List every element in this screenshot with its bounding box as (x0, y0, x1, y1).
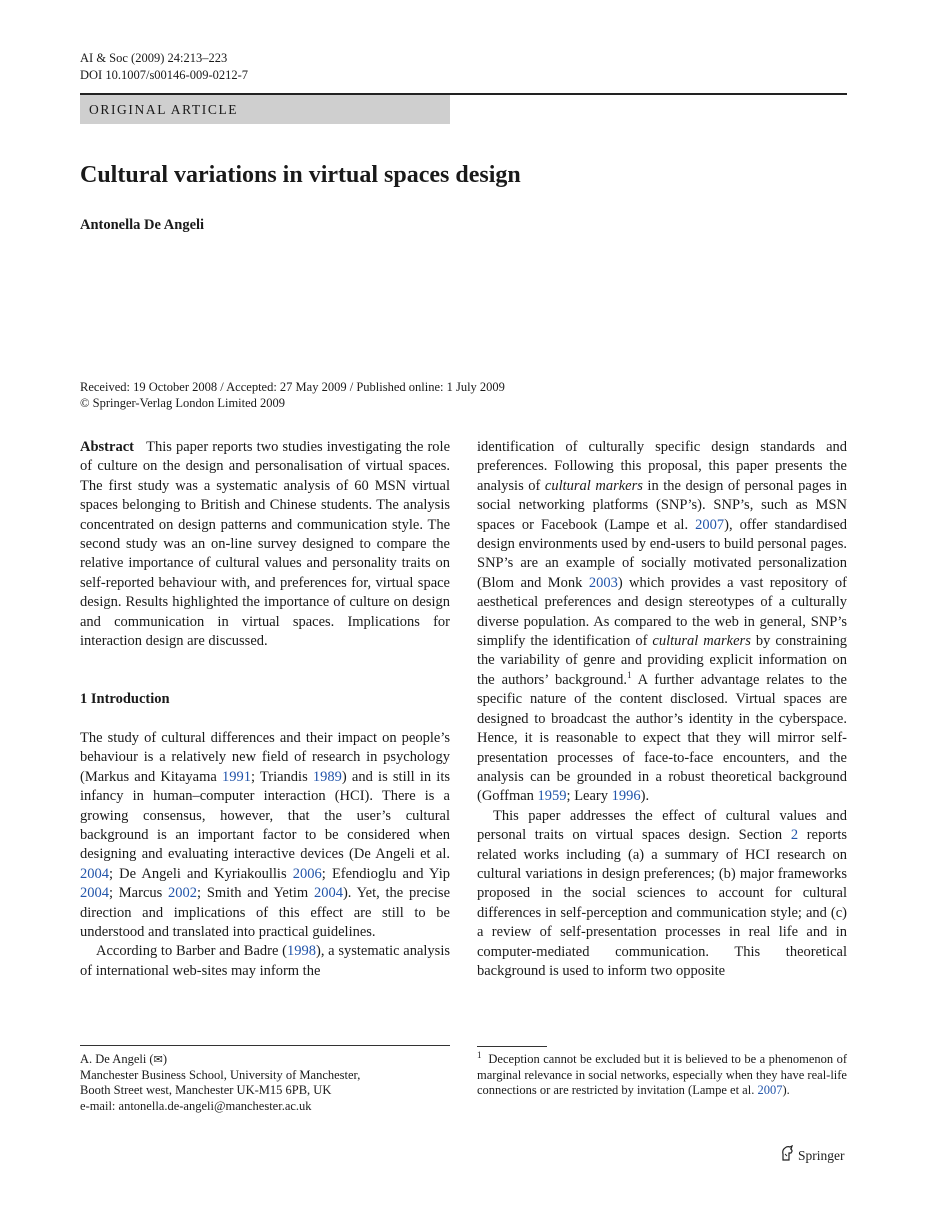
intro-paragraph-1: The study of cultural differences and their impact on people’s behaviour is a relatively new field of research in psychology (Markus and Kitayama 1991; Triandis 1989) and is still in its infancy in human–computer interaction (HCI). There is a growing consensus, however, that the user’s cultural background is an important factor to be considered when designing and evaluating interactive devices (De Angeli et al. 2004; De Angeli and Kyriakoullis 2006; Efendioglu and Yip 2004; Marcus 2002; Smith and Yetim 2004). Yet, the precise direction and implications of this effect are still to be understood and translated into practical guidelines. (80, 729, 451, 940)
journal-citation: AI & Soc (2009) 24:213–223 (80, 51, 228, 65)
citation-link[interactable]: 1996 (611, 788, 641, 805)
right-column (477, 438, 847, 981)
citation-link[interactable]: 2007 (757, 1083, 783, 1098)
right-paragraph-2: This paper addresses the effect of cultural values and personal traits on virtual spaces design. Section 2 reports related works including (a) a summary of HCI research on cultural variations in design preferences; (b) major frameworks proposed in the social sciences to account for cultural differences in self-perception and communication style; and (c) a review of self-presentation processes in real life and in computer-mediated communication. This theoretical background is used to inform two opposite (477, 807, 847, 979)
affiliation-block: A. De Angeli (✉) Manchester Business School, University of Manchester, Booth Street west, Manchester UK-M15 6PB, UK e-mail: antonella.de-angeli@manchester.ac.uk (80, 1052, 450, 1114)
citation-link[interactable]: 2002 (168, 885, 198, 902)
section-heading-introduction: 1 Introduction (80, 691, 170, 708)
paper-title: Cultural variations in virtual spaces design (80, 162, 521, 188)
citation-link[interactable]: 2006 (292, 865, 322, 882)
intro-paragraph-2: According to Barber and Badre (1998), a systematic analysis of international web-sites may inform the (80, 943, 450, 979)
citation-link[interactable]: 1989 (312, 768, 342, 785)
affiliation-rule (80, 1045, 450, 1046)
citation-link[interactable]: 1959 (537, 788, 567, 805)
citation-link[interactable]: 2003 (588, 574, 618, 591)
citation-link[interactable]: 2004 (313, 885, 343, 902)
article-type-banner: ORIGINAL ARTICLE (80, 95, 450, 124)
section-link[interactable]: 2 (790, 827, 799, 844)
left-column (80, 438, 450, 981)
abstract (80, 438, 450, 651)
author-email[interactable]: e-mail: antonella.de-angeli@manchester.ac.uk (80, 1098, 312, 1113)
footnote-reference[interactable]: 1 (627, 670, 632, 681)
footnote-rule (477, 1046, 547, 1047)
received-dates: Received: 19 October 2008 / Accepted: 27 May 2009 / Published online: 1 July 2009 (80, 380, 505, 394)
envelope-icon: ✉ (153, 1053, 163, 1066)
right-paragraph-1: identification of culturally specific design standards and preferences. Following this proposal, this paper presents the analysis of cultural markers in the design of personal pages in social networking platforms (SNP’s). SNP’s, such as MSN spaces or Facebook (Lampe et al. 2007), offer standardised design environments used by end-users to build personal pages. SNP’s are an example of socially motivated personalization (Blom and Monk 2003) which provides a vast repository of aesthetical preferences and design stereotypes of a culturally diverse population. As compared to the web in general, SNP’s simplify the identification of cultural markers by constraining the variability of genre and providing explicit information on the authors’ background.$^1$ A further advantage relates to the specific nature of the content disclosed. Virtual spaces are designed to broadcast the author’s identity in the cyberspace. Hence, it is reasonable to expect that they will mirror self-presentation processes of face-to-face encounters, and the analysis can be grounded in a robust theoretical background (Goffman 1959; Leary 1996). (477, 439, 848, 805)
doi[interactable]: DOI 10.1007/s00146-009-0212-7 (80, 68, 249, 82)
citation-link[interactable]: 2004 (80, 865, 109, 882)
footnote-number: 1 (477, 1049, 482, 1060)
copyright: © Springer-Verlag London Limited 2009 (80, 396, 286, 410)
publisher-logo (780, 1145, 845, 1166)
abstract-text: This paper reports two studies investigating the role of culture on the design and personalisation of virtual spaces. The first study was a systematic analysis of 60 MSN virtual spaces belonging to British and Chinese students. The analysis concentrated on design patterns and communication style. The second study was an on-line survey designed to compare the relative importance of cultural values and personality traits on self-reported behaviour with, and preferences for, virtual space design. Results highlighted the importance of culture on design and communication in virtual spaces. Implications for interaction design are discussed. (80, 439, 451, 650)
publisher-name: Springer (798, 1147, 845, 1163)
springer-horse-icon (780, 1145, 795, 1166)
citation-link[interactable]: 1998 (286, 943, 316, 960)
citation-link[interactable]: 2007 (695, 516, 725, 533)
citation-link[interactable]: 2004 (80, 885, 109, 902)
footnote-1: $^1$ Deception cannot be excluded but it is believed to be a phenomenon of marginal relevance in social networks, especially when they have real-life connections or are restricted by invitation (Lampe et al. 2007). (477, 1049, 848, 1098)
abstract-label: Abstract (80, 439, 134, 455)
citation-link[interactable]: 1991 (221, 768, 251, 785)
author-name: Antonella De Angeli (80, 217, 205, 233)
